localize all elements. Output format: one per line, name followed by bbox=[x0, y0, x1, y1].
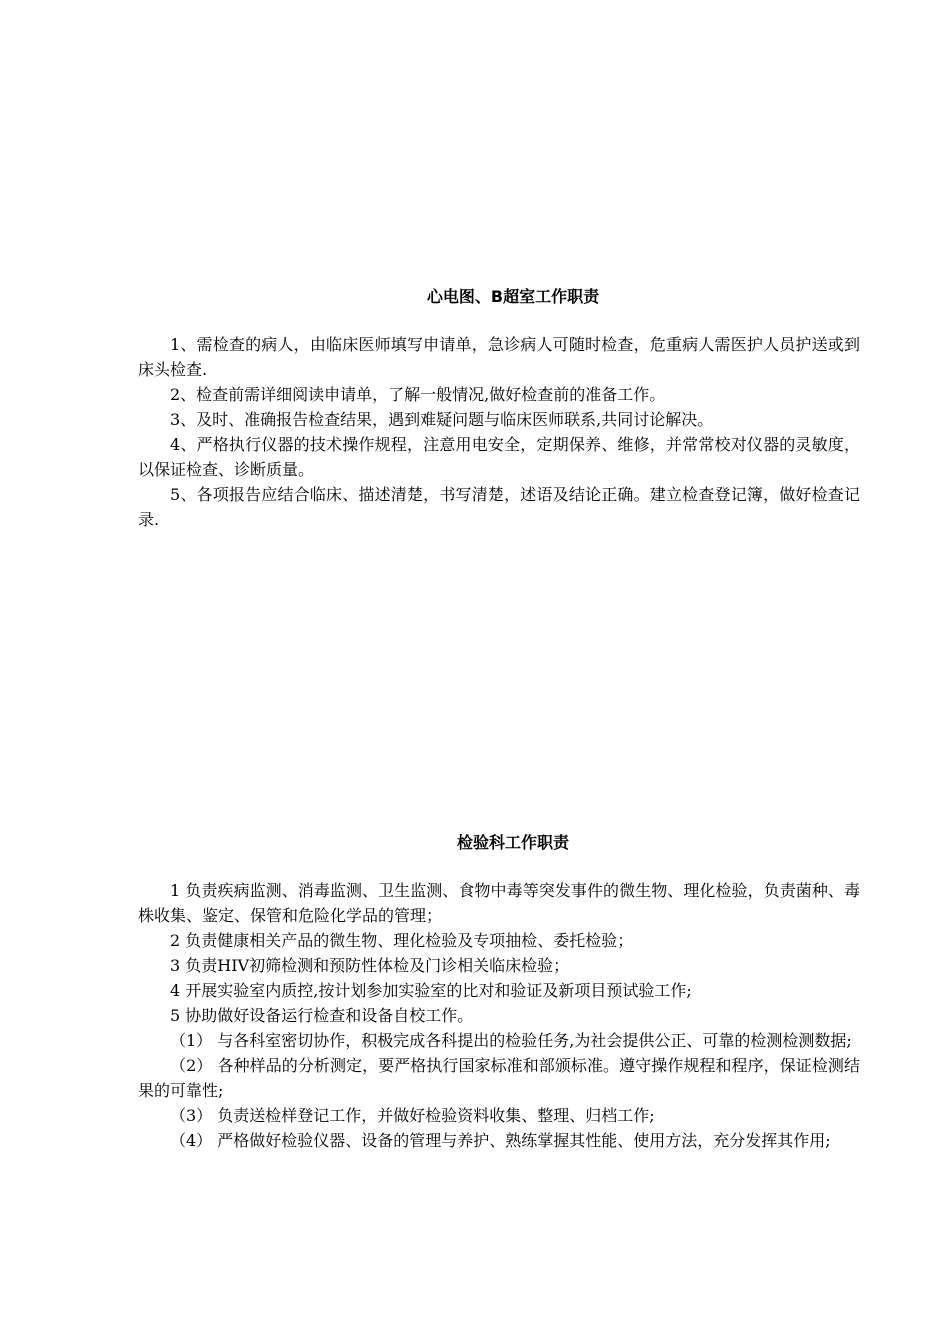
paragraph: 1 负责疾病监测、消毒监测、卫生监测、食物中毒等突发事件的微生物、理化检验，负责菌种、毒株收集、鉴定、保管和危险化学品的管理； bbox=[138, 881, 860, 925]
paragraph: 3 负责HIV初筛检测和预防性体检及门诊相关临床检验； bbox=[170, 956, 570, 975]
paragraph: （2） 各种样品的分析测定，要严格执行国家标准和部颁标准。遵守操作规程和程序，保证检测结果的可靠性; bbox=[138, 1056, 860, 1100]
paragraph: （1） 与各科室密切协作，积极完成各科提出的检验任务,为社会提供公正、可靠的检测检测数据; bbox=[170, 1031, 852, 1050]
paragraph: 3、及时、准确报告检查结果，遇到难疑问题与临床医师联系,共同讨论解决。 bbox=[170, 410, 714, 429]
paragraph: 5、各项报告应结合临床、描述清楚，书写清楚，述语及结论正确。建立检查登记簿，做好检查记录. bbox=[138, 485, 860, 529]
paragraph: 4 开展实验室内质控,按计划参加实验室的比对和验证及新项目预试验工作; bbox=[170, 981, 692, 1000]
section-heading: 心电图、B超室工作职责 bbox=[426, 287, 600, 306]
section-heading: 检验科工作职责 bbox=[456, 833, 569, 852]
paragraph: 2、检查前需详细阅读申请单，了解一般情况,做好检查前的准备工作。 bbox=[170, 385, 666, 404]
paragraph: 2 负责健康相关产品的微生物、理化检验及专项抽检、委托检验； bbox=[170, 931, 634, 950]
laboratory-section bbox=[138, 830, 860, 1153]
paragraph: 1、需检查的病人，由临床医师填写申请单，急诊病人可随时检查，危重病人需医护人员护送或到床头检查. bbox=[138, 335, 860, 379]
ecg-ultrasound-section bbox=[138, 284, 860, 532]
paragraph: （3） 负责送检样登记工作，并做好检验资料收集、整理、归档工作; bbox=[170, 1106, 655, 1125]
paragraph: 5 协助做好设备运行检查和设备自校工作。 bbox=[170, 1006, 474, 1025]
paragraph: （4） 严格做好检验仪器、设备的管理与养护、熟练掌握其性能、使用方法，充分发挥其作用; bbox=[170, 1131, 831, 1150]
paragraph: 4、严格执行仪器的技术操作规程，注意用电安全，定期保养、维修，并常常校对仪器的灵敏度，以保证检查、诊断质量。 bbox=[138, 435, 860, 479]
